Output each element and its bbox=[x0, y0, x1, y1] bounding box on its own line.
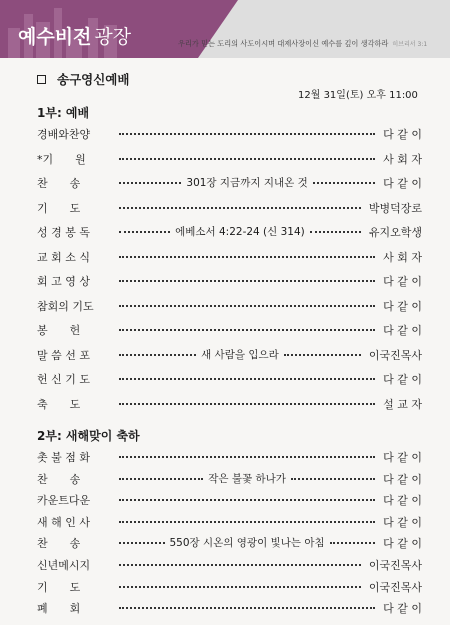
service-item-row bbox=[37, 298, 422, 314]
service-item-row bbox=[37, 126, 422, 142]
leader-dots bbox=[119, 329, 375, 331]
service-item-leader: 다 같 이 bbox=[383, 275, 422, 288]
service-item-label: *기 원 bbox=[37, 152, 86, 166]
service-item-detail: 에베소서 4:22-24 (신 314) bbox=[175, 226, 305, 238]
service-item-detail: 301장 지금까지 지내온 것 bbox=[186, 177, 308, 189]
leader-dots bbox=[119, 586, 361, 588]
service-item-leader: 다 같 이 bbox=[383, 451, 422, 464]
part1-title: 1부: 예배 bbox=[37, 106, 90, 120]
service-item-row bbox=[37, 579, 422, 595]
leader-dots bbox=[119, 133, 375, 135]
service-item-row bbox=[37, 151, 422, 167]
service-item-row bbox=[37, 471, 422, 487]
banner-verse bbox=[178, 39, 427, 49]
service-item-leader: 사 회 자 bbox=[383, 250, 422, 264]
service-item-row bbox=[37, 200, 422, 216]
service-item-label: 폐 회 bbox=[37, 602, 81, 616]
leader-dots bbox=[119, 158, 375, 160]
leader-dots bbox=[119, 207, 361, 209]
leader-dots bbox=[310, 231, 361, 233]
leader-dots bbox=[119, 305, 375, 307]
service-item-row bbox=[37, 557, 422, 573]
verse-reference: 히브리서 3:1 bbox=[392, 41, 428, 48]
service-item-leader: 박병덕장로 bbox=[368, 201, 422, 215]
service-item-label: 경배와찬양 bbox=[37, 128, 91, 141]
service-item-label: 카운트다운 bbox=[37, 494, 91, 508]
service-item-label: 새 해 인 사 bbox=[37, 515, 90, 529]
service-item-leader: 다 같 이 bbox=[383, 128, 422, 141]
leader-dots bbox=[119, 456, 375, 458]
service-item-leader: 이국진목사 bbox=[368, 348, 422, 362]
service-item-label: 회 고 영 상 bbox=[37, 275, 90, 288]
service-item-row bbox=[37, 175, 422, 191]
service-item-leader: 다 같 이 bbox=[383, 324, 422, 337]
verse-text: 우리가 믿는 도리의 사도이시며 대제사장이신 예수를 깊이 생각하라 bbox=[178, 39, 389, 48]
leader-dots bbox=[119, 231, 170, 233]
leader-dots bbox=[119, 182, 181, 184]
service-item-detail: 550장 시온의 영광이 빛나는 아침 bbox=[169, 537, 325, 550]
banner-title-sub: 광장 bbox=[94, 26, 132, 48]
leader-dots bbox=[330, 542, 376, 544]
service-item-row bbox=[37, 224, 422, 240]
service-item-leader: 다 같 이 bbox=[383, 177, 422, 190]
leader-dots bbox=[284, 354, 361, 356]
leader-dots bbox=[291, 478, 375, 480]
service-item-leader: 사 회 자 bbox=[383, 152, 422, 166]
service-item-label: 교 회 소 식 bbox=[37, 250, 90, 264]
service-item-leader: 다 같 이 bbox=[383, 602, 422, 616]
service-item-leader: 설 교 자 bbox=[383, 397, 422, 411]
service-item-row bbox=[37, 322, 422, 338]
service-item-label: 참회의 기도 bbox=[37, 299, 94, 313]
leader-dots bbox=[119, 354, 196, 356]
service-item-row bbox=[37, 273, 422, 289]
service-item-label: 찬 송 bbox=[37, 177, 81, 190]
banner-diagonal bbox=[198, 0, 238, 58]
banner-title-main: 예수비전 bbox=[18, 26, 92, 48]
service-title-text: 송구영신예배 bbox=[57, 72, 130, 87]
service-item-detail: 작은 불꽃 하나가 bbox=[208, 472, 286, 485]
banner-title bbox=[18, 22, 131, 49]
leader-dots bbox=[119, 478, 203, 480]
leader-dots bbox=[119, 521, 375, 523]
service-item-label: 봉 헌 bbox=[37, 324, 81, 337]
service-item-label: 촛 불 점 화 bbox=[37, 451, 90, 464]
leader-dots bbox=[119, 378, 375, 380]
service-item-leader: 다 같 이 bbox=[383, 494, 422, 508]
header-banner bbox=[0, 0, 450, 58]
leader-dots bbox=[119, 542, 165, 544]
service-item-label: 헌 신 기 도 bbox=[37, 373, 90, 386]
leader-dots bbox=[119, 607, 375, 609]
leader-dots bbox=[119, 280, 375, 282]
service-item-label: 기 도 bbox=[37, 201, 81, 215]
service-item-detail: 새 사람을 입으라 bbox=[201, 348, 279, 361]
leader-dots bbox=[119, 403, 375, 405]
service-item-row bbox=[37, 600, 422, 616]
service-item-row bbox=[37, 371, 422, 387]
service-item-label: 찬 송 bbox=[37, 472, 81, 486]
service-item-label: 신년메시지 bbox=[37, 559, 91, 572]
leader-dots bbox=[119, 564, 361, 566]
service-item-row bbox=[37, 347, 422, 363]
checkbox-icon bbox=[37, 75, 46, 84]
service-item-row bbox=[37, 492, 422, 508]
leader-dots bbox=[119, 499, 375, 501]
service-item-label: 성 경 봉 독 bbox=[37, 226, 90, 239]
service-item-leader: 다 같 이 bbox=[383, 373, 422, 386]
leader-dots bbox=[313, 182, 375, 184]
service-title bbox=[37, 70, 129, 88]
part2-title: 2부: 새해맞이 축하 bbox=[37, 429, 140, 443]
service-item-leader: 이국진목사 bbox=[368, 580, 422, 594]
service-item-leader: 이국진목사 bbox=[368, 559, 422, 572]
leader-dots bbox=[119, 256, 375, 258]
service-item-row bbox=[37, 396, 422, 412]
service-item-row bbox=[37, 449, 422, 465]
service-item-row bbox=[37, 535, 422, 551]
service-item-row bbox=[37, 514, 422, 530]
service-item-label: 축 도 bbox=[37, 397, 81, 411]
service-item-label: 찬 송 bbox=[37, 537, 81, 551]
service-datetime: 12월 31일(토) 오후 11:00 bbox=[298, 90, 418, 101]
service-item-label: 말 씀 선 포 bbox=[37, 348, 90, 362]
service-item-leader: 다 같 이 bbox=[383, 299, 422, 313]
service-item-leader: 유지오학생 bbox=[368, 226, 422, 239]
service-item-leader: 다 같 이 bbox=[383, 537, 422, 551]
service-item-label: 기 도 bbox=[37, 580, 81, 594]
service-item-row bbox=[37, 249, 422, 265]
service-item-leader: 다 같 이 bbox=[383, 472, 422, 486]
service-item-leader: 다 같 이 bbox=[383, 515, 422, 529]
